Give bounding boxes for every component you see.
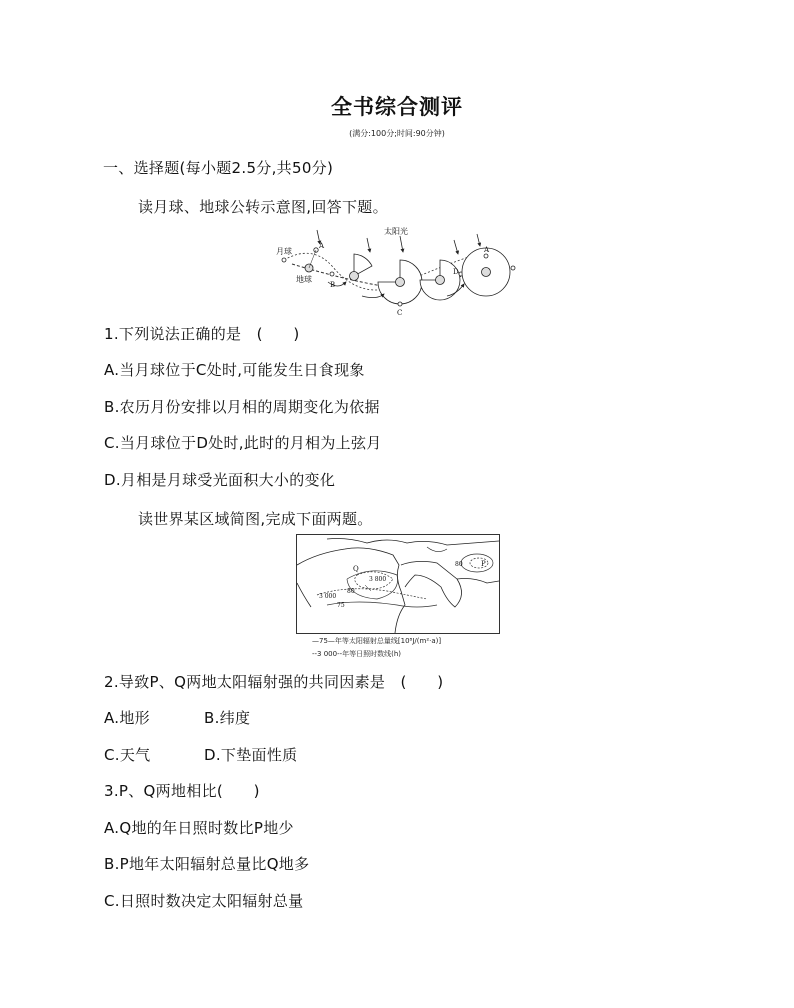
label-B: B	[330, 281, 336, 289]
moon-A2	[484, 254, 488, 258]
question-3-option-a[interactable]: A.Q地的年日照时数比P地少	[104, 819, 294, 837]
label-sunlight: 太阳光	[384, 227, 408, 236]
page-title: 全书综合测评	[331, 94, 463, 119]
label-D: D	[453, 268, 459, 276]
map-legend-radiation: —75—年等太阳辐射总量线[10⁸J/(m²·a)]	[312, 637, 442, 645]
question-2-option-b[interactable]: B.纬度	[204, 709, 251, 727]
map-label-75: 75	[337, 602, 345, 609]
map-legend-sunshine: --3 000--年等日照时数线(h)	[312, 650, 402, 658]
label-C: C	[397, 309, 403, 317]
question-3-option-b[interactable]: B.P地年太阳辐射总量比Q地多	[104, 855, 310, 873]
map-label-3000: 3 000	[319, 593, 337, 600]
map-label-P: P	[481, 560, 486, 568]
map-label-80: 80	[347, 588, 355, 595]
section-heading: 一、选择题(每小题2.5分,共50分)	[103, 159, 334, 177]
label-A: A	[319, 242, 325, 250]
exam-info: (满分:100分;时间:90分钟)	[349, 129, 445, 138]
question-1-option-b[interactable]: B.农历月份安排以月相的周期变化为依据	[104, 398, 380, 416]
question-1-option-c[interactable]: C.当月球位于D处时,此时的月相为上弦月	[104, 434, 382, 452]
earth-2	[350, 272, 359, 281]
label-A2: A	[484, 246, 490, 254]
question-2-option-a[interactable]: A.地形	[104, 709, 150, 727]
label-moon: 月球	[276, 247, 292, 256]
question-2-option-d[interactable]: D.下垫面性质	[204, 746, 298, 764]
region-map	[296, 534, 500, 634]
question-3-stem: 3.P、Q两地相比( )	[104, 782, 260, 800]
earth-3	[396, 278, 405, 287]
question-2-option-c[interactable]: C.天气	[104, 746, 151, 764]
question-2-stem: 2.导致P、Q两地太阳辐射强的共同因素是 ( )	[104, 673, 444, 691]
map-label-80b: 80	[455, 561, 463, 568]
earth-5	[482, 268, 491, 277]
question-1-stem: 1.下列说法正确的是 ( )	[104, 325, 300, 343]
map-label-Q: Q	[353, 565, 359, 573]
question-1-option-a[interactable]: A.当月球位于C处时,可能发生日食现象	[104, 361, 365, 379]
question-1-option-d[interactable]: D.月相是月球受光面积大小的变化	[104, 471, 336, 489]
label-earth: 地球	[296, 275, 312, 284]
earth-4	[436, 276, 445, 285]
map-label-3800: 3 800	[369, 576, 387, 583]
question-3-option-c[interactable]: C.日照时数决定太阳辐射总量	[104, 892, 304, 910]
figure2-intro: 读世界某区域简图,完成下面两题。	[138, 510, 373, 528]
moon-C	[398, 302, 402, 306]
figure1-intro: 读月球、地球公转示意图,回答下题。	[138, 198, 388, 216]
orbit-diagram	[272, 224, 524, 318]
